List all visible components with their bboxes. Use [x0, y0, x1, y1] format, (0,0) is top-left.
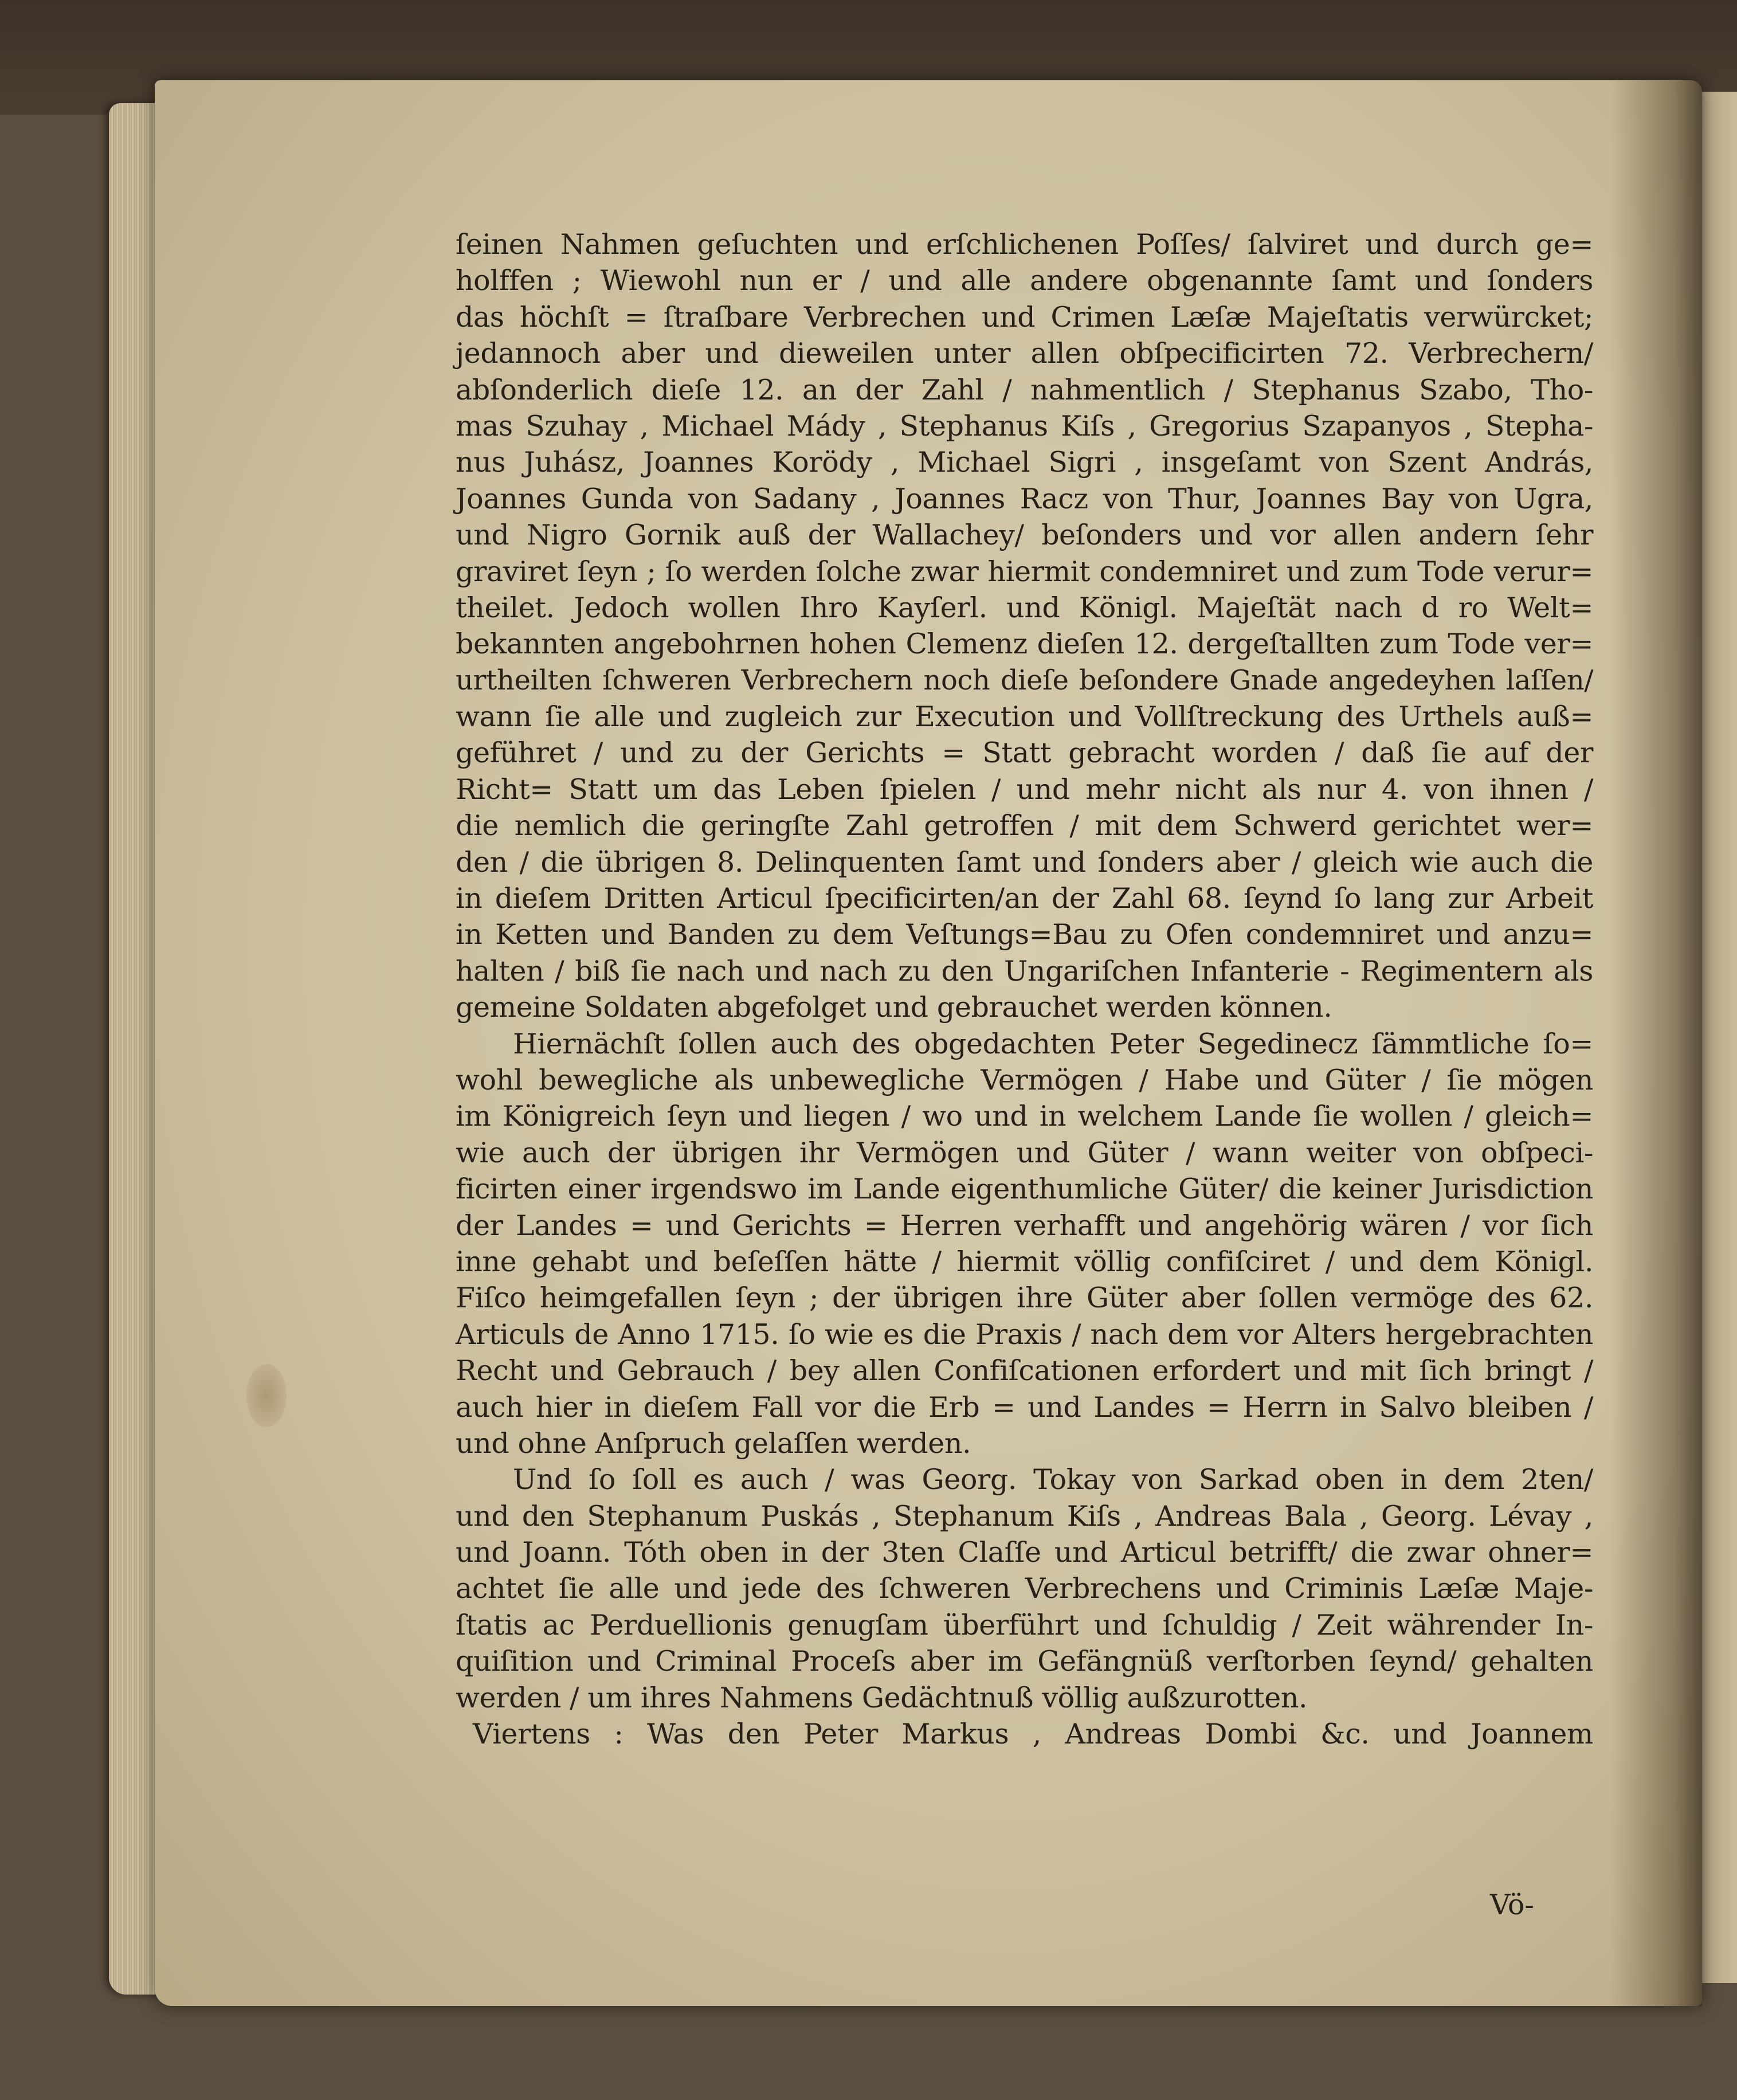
- text-line: graviret ſeyn ; ſo werden ſolche zwar hiermit condemniret und zum Tode verur=: [456, 555, 1593, 588]
- text-line: im Königreich ſeyn und liegen / wo und in welchem Lande ſie wollen / gleich=: [456, 1100, 1593, 1133]
- text-line: und den Stephanum Puskás , Stephanum Kiſs , Andreas Bala , Georg. Lévay ,: [456, 1499, 1593, 1533]
- page-text: [456, 226, 1593, 1752]
- text-line: und Joann. Tóth oben in der 3ten Claſſe und Articul betrifft/ die zwar ohner=: [456, 1536, 1593, 1569]
- paragraph-start-line: Und ſo ſoll es auch / was Georg. Tokay von Sarkad oben in dem 2ten/: [513, 1463, 1593, 1496]
- text-line: Recht und Gebrauch / bey allen Confiſcationen erfordert und mit ſich bringt /: [456, 1354, 1593, 1388]
- paper-stain: [246, 1364, 287, 1427]
- text-line: in dieſem Dritten Articul ſpecificirten/an der Zahl 68. ſeynd ſo lang zur Arbeit: [456, 882, 1593, 915]
- text-line: mas Szuhay , Michael Mády , Stephanus Kiſs , Gregorius Szapanyos , Stepha-: [456, 409, 1593, 442]
- text-line: achtet ſie alle und jede des ſchweren Verbrechens und Criminis Læſæ Maje-: [456, 1572, 1593, 1605]
- text-line: halten / biß ſie nach und nach zu den Ungariſchen Infanterie - Regimentern als: [456, 954, 1593, 988]
- text-line: Fiſco heimgefallen ſeyn ; der übrigen ihre Güter aber ſollen vermöge des 62.: [456, 1282, 1593, 1315]
- text-line: die nemlich die geringſte Zahl getroffen / mit dem Schwerd gerichtet wer=: [456, 809, 1593, 843]
- text-line: inne gehabt und beſeſſen hätte / hiermit völlig confiſciret / und dem Königl.: [456, 1245, 1593, 1278]
- text-line: den / die übrigen 8. Delinquenten ſamt und ſonders aber / gleich wie auch die: [456, 845, 1593, 879]
- text-line: ficirten einer irgendswo im Lande eigenthumliche Güter/ die keiner Jurisdiction: [456, 1173, 1593, 1206]
- text-line: nus Juhász, Joannes Korödy , Michael Sigri , insgeſamt von Szent András,: [456, 446, 1593, 479]
- text-line: wie auch der übrigen ihr Vermögen und Güter / wann weiter von obſpeci-: [456, 1136, 1593, 1169]
- text-line: jedannoch aber und dieweilen unter allen obſpecificirten 72. Verbrechern/: [456, 337, 1593, 370]
- text-line: quiſition und Criminal Proceſs aber im Gefängnüß verſtorben ſeynd/ gehalten: [456, 1645, 1593, 1678]
- text-line: gemeine Soldaten abgefolget und gebrauchet werden können.: [456, 991, 1332, 1024]
- text-line: Joannes Gunda von Sadany , Joannes Racz von Thur, Joannes Bay von Ugra,: [456, 482, 1593, 515]
- text-line: das höchſt = ſtraſbare Verbrechen und Crimen Læſæ Majeſtatis verwürcket;: [456, 300, 1593, 334]
- text-line: der Landes = und Gerichts = Herren verhafft und angehörig wären / vor ſich: [456, 1209, 1593, 1242]
- catchword: Vö-: [1490, 1889, 1534, 1921]
- text-line: ſtatis ac Perduellionis genugſam überführt und ſchuldig / Zeit währender In-: [456, 1608, 1593, 1641]
- text-line: Articuls de Anno 1715. ſo wie es die Praxis / nach dem vor Alters hergebrachten: [456, 1318, 1593, 1351]
- text-line: und ohne Anſpruch gelaſſen werden.: [456, 1427, 971, 1460]
- page-gutter-shadow: [1610, 80, 1702, 2006]
- text-line: ſeinen Nahmen geſuchten und erſchlichenen Poſſes/ ſalviret und durch ge=: [456, 228, 1593, 261]
- text-line: und Nigro Gornik auß der Wallachey/ beſonders und vor allen andern ſehr: [456, 519, 1593, 552]
- text-line: abſonderlich dieſe 12. an der Zahl / nahmentlich / Stephanus Szabo, Tho-: [456, 373, 1593, 406]
- paragraph-start-line: Viertens : Was den Peter Markus , Andreas Dombi &c. und Joannem: [473, 1718, 1593, 1751]
- text-line: auch hier in dieſem Fall vor die Erb = und Landes = Herrn in Salvo bleiben /: [456, 1390, 1593, 1424]
- text-line: wann ſie alle und zugleich zur Execution und Vollſtreckung des Urthels auß=: [456, 700, 1593, 734]
- text-line: in Ketten und Banden zu dem Veſtungs=Bau zu Ofen condemniret und anzu=: [456, 918, 1593, 951]
- text-line: urtheilten ſchweren Verbrechern noch dieſe beſondere Gnade angedeyhen laſſen/: [456, 664, 1593, 696]
- text-line: geführet / und zu der Gerichts = Statt gebracht worden / daß ſie auf der: [456, 736, 1593, 770]
- text-line: bekannten angebohrnen hohen Clemenz dieſen 12. dergeſtallten zum Tode ver=: [456, 628, 1593, 661]
- text-line: theilet. Jedoch wollen Ihro Kayſerl. und Königl. Majeſtät nach d ro Welt=: [456, 591, 1593, 624]
- text-line: holffen ; Wiewohl nun er / und alle andere obgenannte ſamt und ſonders: [456, 264, 1593, 297]
- paragraph-start-line: Hiernächſt ſollen auch des obgedachten Peter Segedinecz ſämmtliche ſo=: [513, 1027, 1593, 1060]
- text-line: wohl bewegliche als unbewegliche Vermögen / Habe und Güter / ſie mögen: [456, 1063, 1593, 1096]
- text-line: Richt= Statt um das Leben ſpielen / und mehr nicht als nur 4. von ihnen /: [456, 773, 1593, 806]
- text-line: werden / um ihres Nahmens Gedächtnuß völlig außzurotten.: [456, 1681, 1308, 1714]
